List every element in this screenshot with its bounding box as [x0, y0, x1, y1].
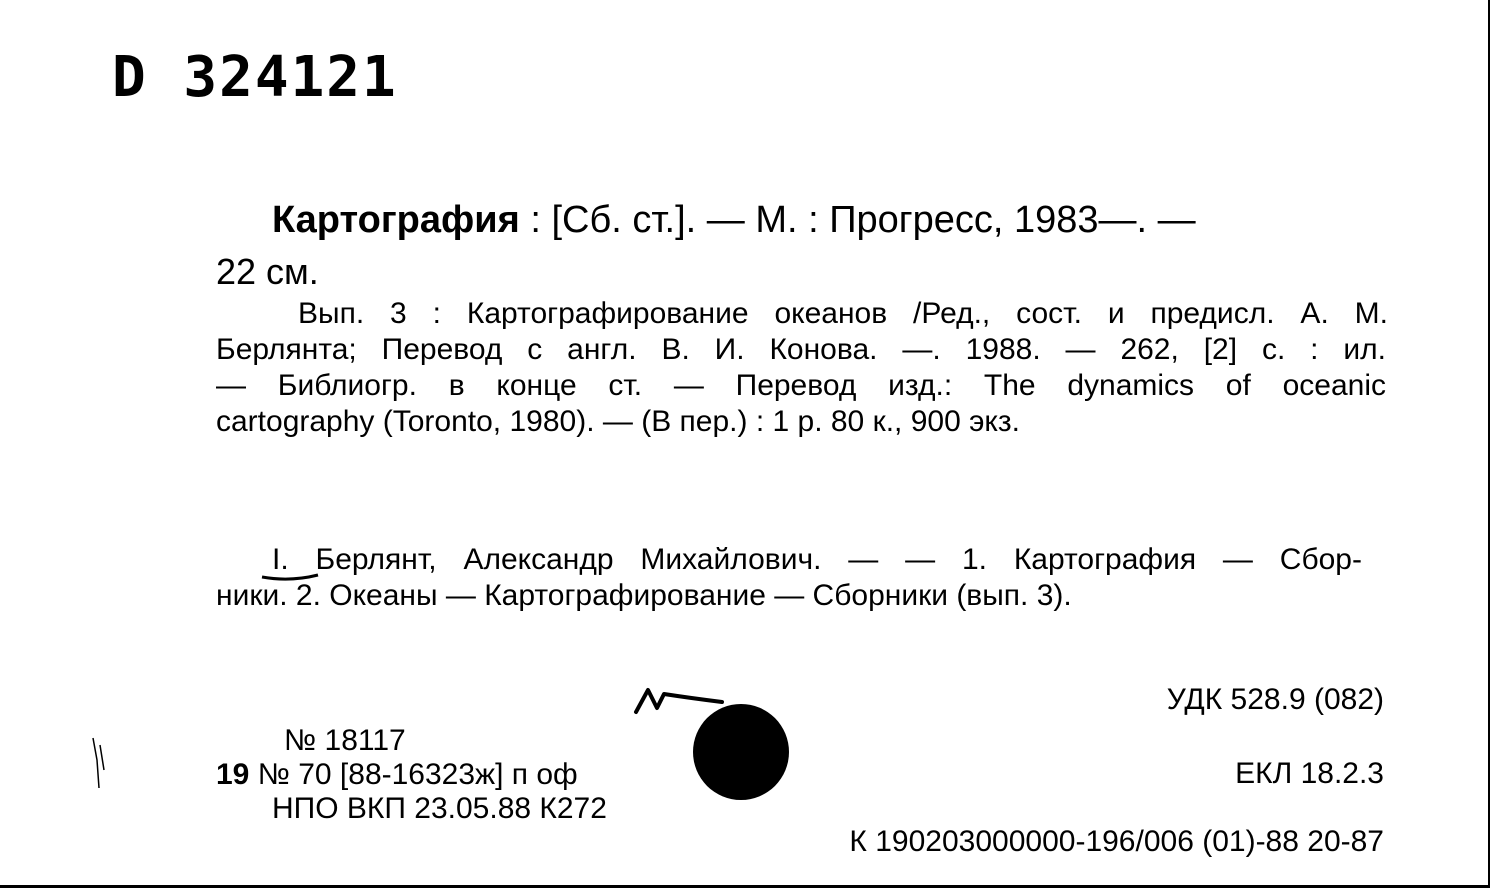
tracing-line: ники. 2. Океаны — Картографирование — Сборники (вып. 3).: [216, 579, 1072, 612]
issue-line: Вып. 3 : Картографирование океанов /Ред., сост. и предисл. А. М.: [298, 297, 1388, 330]
order-rest: № 70 [88-16323ж] п оф: [249, 758, 578, 791]
ekl-code: ЕКЛ 18.2.3: [1235, 757, 1384, 790]
k-code: К 190203000000-196/006 (01)-88 20-87: [849, 825, 1384, 858]
shelfmark: D 324121: [112, 45, 398, 110]
ink-dot-mark: [693, 704, 789, 800]
pencil-mark: [93, 738, 104, 788]
printer-line: НПО ВКП 23.05.88 К272: [272, 792, 607, 825]
order-prefix: 19: [216, 758, 250, 791]
size: 22 см.: [216, 251, 319, 292]
pen-check-mark: [636, 690, 722, 712]
card-number: № 18117: [284, 724, 406, 757]
issue-line: cartography (Toronto, 1980). — (В пер.) : 1 р. 80 к., 900 экз.: [216, 405, 1020, 438]
title: Картография: [272, 199, 520, 241]
headline: [272, 196, 1372, 244]
tracing-line: I. Берлянт, Александр Михайлович. — — 1. Картография — Сбор-: [272, 543, 1362, 576]
headline-rest: : [Сб. ст.]. — М. : Прогресс, 1983—. —: [519, 199, 1196, 241]
issue-line: Берлянта; Перевод с англ. В. И. Конова. —. 1988. — 262, [2] с. : ил.: [216, 333, 1386, 366]
order-line: [216, 758, 578, 792]
issue-line: — Библиогр. в конце ст. — Перевод изд.: The dynamics of oceanic: [216, 369, 1386, 402]
udk-code: УДК 528.9 (082): [1166, 683, 1384, 716]
